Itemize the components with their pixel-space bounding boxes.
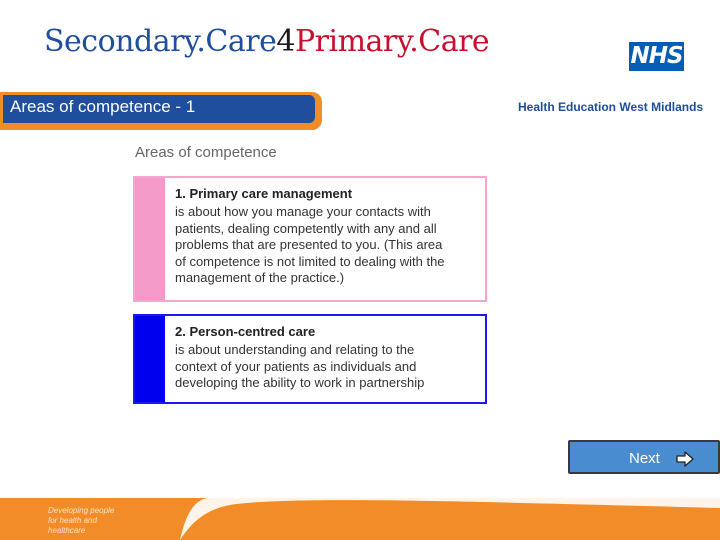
footer-tagline-line: Developing people (48, 506, 115, 515)
card-description (175, 342, 424, 392)
card-description-line: is about understanding and relating to the (175, 342, 415, 357)
card-description-line: of competence is not limited to dealing with the (175, 253, 445, 269)
nhs-logo: NHS (630, 43, 683, 69)
section-title-bar (0, 92, 322, 130)
footer-band (0, 498, 720, 540)
page-title (44, 24, 489, 59)
content-subheading: Areas of competence (135, 144, 277, 161)
card-description-line: problems that are presented to you. (This area (175, 237, 443, 253)
card-heading: 2. Person-centred care (175, 324, 316, 339)
card-description-line: patients, dealing competently with any and all (175, 220, 437, 236)
card-description-line: context of your patients as individuals and (175, 358, 417, 374)
title-part-primary-care: Primary.Care (294, 24, 490, 59)
title-part-secondary-care: Secondary.Care (44, 24, 277, 59)
card-accent-stripe (135, 178, 165, 300)
card-accent-stripe (135, 316, 165, 402)
card-description-line: developing the ability to work in partnership (175, 375, 425, 391)
card-description-line: is about how you manage your contacts with (175, 204, 431, 219)
card-body (165, 316, 432, 402)
footer-tagline (48, 506, 114, 536)
section-title: Areas of competence - 1 (10, 97, 196, 116)
card-description-line: management of the practice.) (175, 270, 345, 286)
footer-tagline-line: healthcare (48, 526, 86, 535)
next-button-label: Next (629, 450, 660, 467)
competence-card-person-centred-care (133, 314, 487, 404)
title-part-four: 4 (276, 24, 295, 59)
next-button[interactable] (568, 440, 720, 474)
organisation-name: Health Education West Midlands (518, 100, 704, 114)
card-description (175, 204, 445, 287)
card-body (165, 178, 453, 300)
competence-card-primary-care-management (133, 176, 487, 302)
card-heading: 1. Primary care management (175, 186, 353, 201)
arrow-right-icon (676, 451, 694, 472)
footer-tagline-line: for health and (48, 516, 97, 525)
